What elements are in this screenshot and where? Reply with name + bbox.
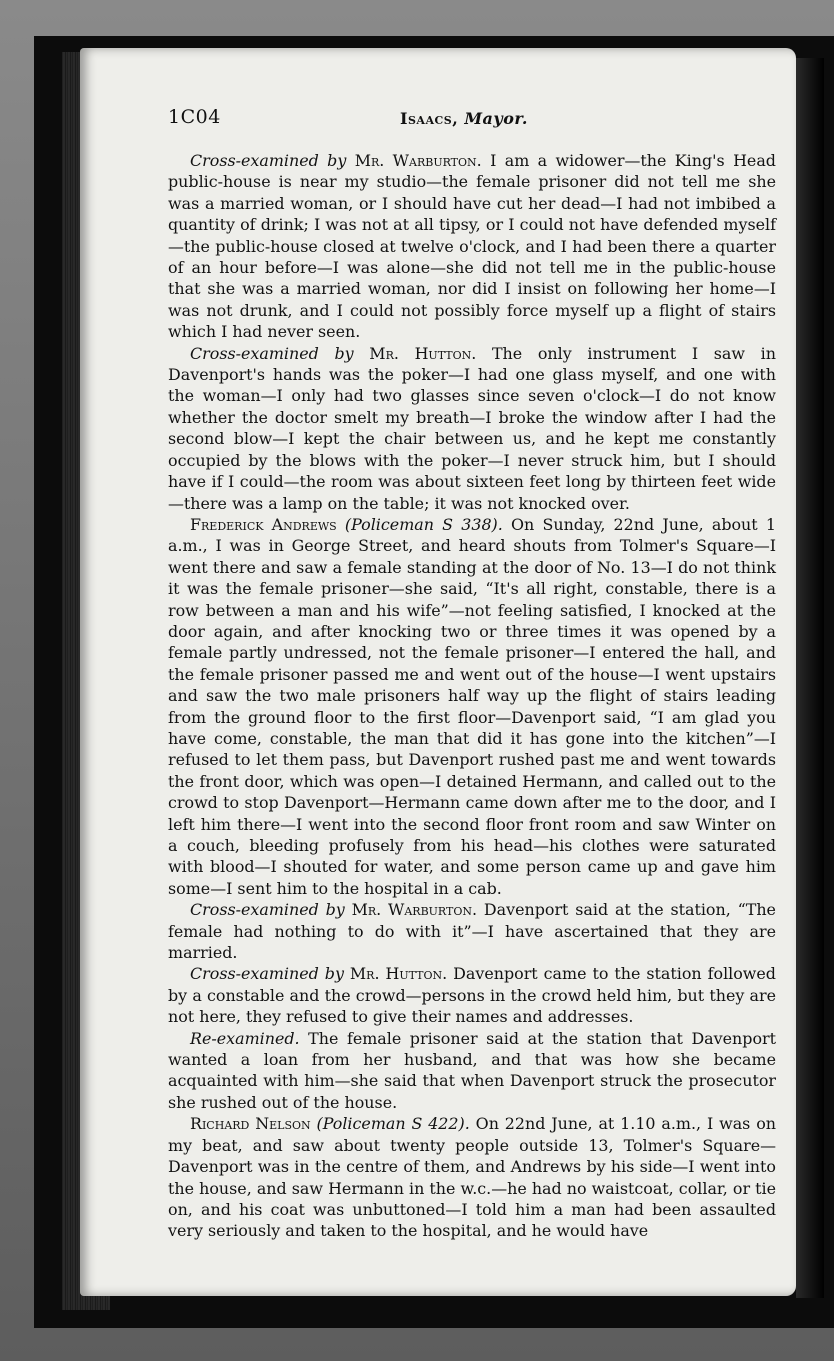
running-head-name: Isaacs (400, 109, 453, 128)
paragraph-text: Davenport came to the station followed by a constable and the crowd—persons in the crowd held him, but they are not here, they refused to give their names and addresses. (168, 964, 776, 1027)
counsel-name: Mr. Warburton. (354, 151, 482, 170)
page-number: 1C04 (168, 106, 221, 128)
paragraph-witness-nelson (168, 1113, 776, 1241)
witness-role: (Policeman S 422). (316, 1114, 470, 1134)
witness-name: Frederick Andrews (190, 514, 337, 534)
running-head: Isaacs, Mayor. (400, 109, 528, 128)
paragraph-witness-andrews (168, 514, 776, 899)
paragraph-lead: Cross-examined by (190, 964, 344, 984)
paragraph-cross-hutton-2 (168, 963, 776, 1027)
witness-role: (Policeman S 338). (344, 514, 503, 534)
witness-name: Richard Nelson (190, 1114, 311, 1134)
paragraph-lead: Cross-examined by (190, 343, 354, 363)
counsel-name: Mr. Hutton. (349, 964, 448, 984)
paragraph-text: On Sunday, 22nd June, about 1 a.m., I was in George Street, and heard shouts from Tolmer's Square—I went there and saw a female standing at the door of No. 13—I do not think it was the female prisoner—she said, “It's all right, constable, there is a row between a man and his wife”—not feeling satisfied, I knocked at the door again, and after knocking two or three times it was opened by a female partly undressed, not the female prisoner—I entered the hall, and the female prisoner passed me and went out of the house—I went upstairs and saw the two male prisoners half way up the flight of stairs leading from the ground floor to the first floor—Davenport said, “I am glad you have come, constable, the man that did it has gone into the kitchen”—I refused to let them pass, but Davenport rushed past me and went towards the front door, which was open—I detained Hermann, and called out to the crowd to stop Davenport—Hermann came down after me to the door, and I left him there—I went into the second floor front room and saw Winter on a couch, bleeding profusely from his head—his clothes were saturated with blood—I shouted for water, and some person came up and gave him some—I sent him to the hospital in a cab. (168, 514, 776, 898)
paragraph-cross-warburton-1 (168, 150, 776, 343)
counsel-name: Mr. Warburton. (351, 900, 478, 920)
paragraph-text: The only instrument I saw in Davenport's hands was the poker—I had one glass myself, and one with the woman—I only had two glasses since seven o'clock—I do not know whether the doctor smelt my breath—I broke the window after I had the second blow—I kept the chair between us, and he kept me constantly occupied by the blows with the poker—I never struck him, but I should have if I could—the room was about sixteen feet long by thirteen feet wide—there was a lamp on the table; it was not knocked over. (168, 343, 776, 513)
paragraph-text: On 22nd June, at 1.10 a.m., I was on my beat, and saw about twenty people outside 13, Tolmer's Square—Davenport was in the centre of them, and Andrews by his side—I went into the house, and saw Hermann in the w.c.—he had no waistcoat, collar, or tie on, and his coat was unbuttoned—I told him a man had been assaulted very seriously and taken to the hospital, and he would have (168, 1114, 776, 1241)
running-head-title: Mayor. (464, 109, 528, 128)
binding-shadow (796, 58, 824, 1298)
paragraph-re-examined (168, 1028, 776, 1114)
paragraph-lead: Cross-examined by (190, 151, 347, 170)
paragraph-text: Davenport said at the station, “The female had nothing to do with it”—I have ascertained that they are married. (168, 900, 776, 963)
paragraph-cross-warburton-2 (168, 899, 776, 963)
paragraph-lead: Cross-examined by (190, 900, 345, 920)
page-header (168, 106, 778, 136)
body-text (168, 150, 776, 1242)
paragraph-text: I am a widower—the King's Head public-house is near my studio—the female prisoner did not tell me she was a married woman, or I should have cut her dead—I had not imbibed a quantity of drink; I was not at all tipsy, or I could not have defended myself—the public-house closed at twelve o'clock, and I had been there a quarter of an hour before—I was alone—she did not tell me in the public-house that she was a married woman, nor did I insist on following her home—I was not drunk, and I could not possibly force myself up a flight of stairs which I had never seen. (168, 151, 776, 342)
counsel-name: Mr. Hutton. (369, 343, 477, 363)
paragraph-text: The female prisoner said at the station that Davenport wanted a loan from her husband, and that was how she became acquainted with him—she said that when Davenport struck the prosecutor she rushed out of the house. (168, 1028, 776, 1112)
paragraph-lead: Re-examined. (190, 1028, 300, 1048)
paragraph-cross-hutton-1 (168, 343, 776, 514)
